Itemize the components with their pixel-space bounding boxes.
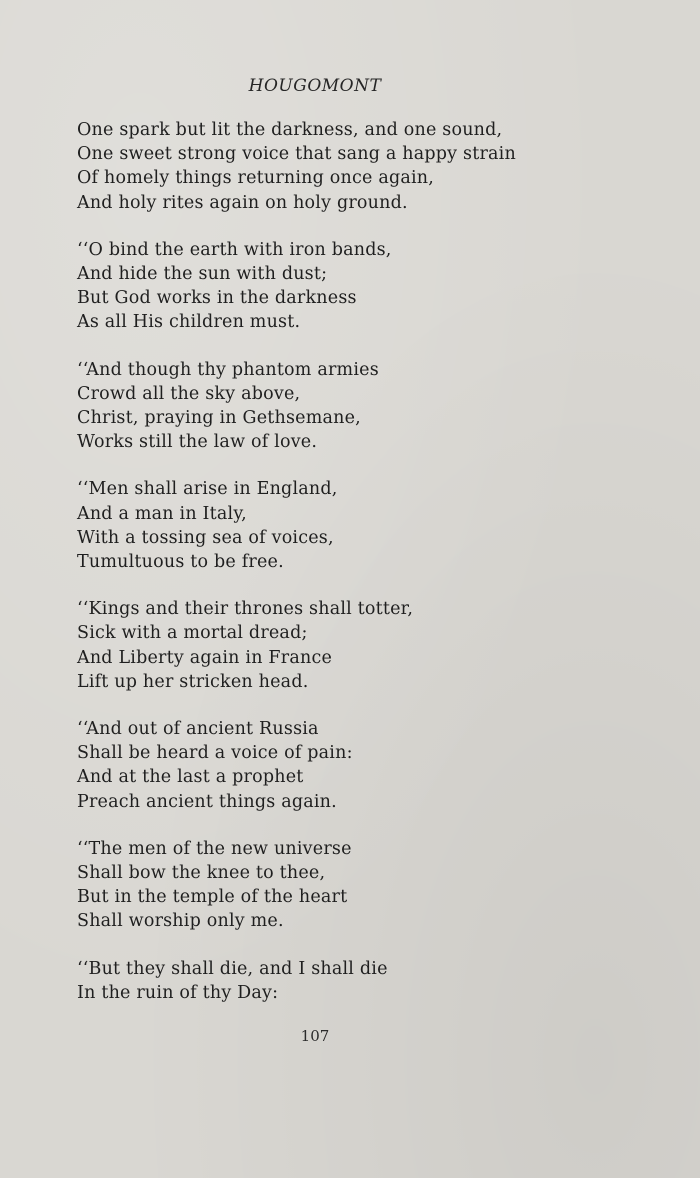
poem-line: ‘‘Men shall arise in England, [77,479,338,500]
poem-line: Christ, praying in Gethsemane, [77,408,361,429]
poem-line: Shall be heard a voice of pain: [77,743,353,764]
poem-line: One sweet strong voice that sang a happy strain [77,144,516,165]
stanza-2 [77,238,637,335]
poem-line: Shall worship only me. [77,911,284,932]
poem-line: But in the temple of the heart [77,887,348,908]
poem-line: Lift up her stricken head. [77,671,309,692]
poem-line: ‘‘And though thy phantom armies [77,359,379,380]
poem-line: But God works in the darkness [77,288,357,309]
stanza-1 [77,118,637,215]
stanza-5 [77,597,637,694]
poem-line: Preach ancient things again. [77,791,337,812]
poem-line: Works still the law of love. [77,432,318,453]
poem-line: And hide the sun with dust; [77,264,328,285]
poem-line: ‘‘Kings and their thrones shall totter, [77,599,414,620]
poem-body [77,118,637,1028]
poem-line: Shall bow the knee to thee, [77,863,326,884]
poem-line: Sick with a mortal dread; [77,623,308,644]
poem-line: And holy rites again on holy ground. [77,192,408,213]
poem-line: ‘‘O bind the earth with iron bands, [77,239,392,260]
poem-line: And at the last a prophet [77,767,304,788]
poem-line: Of homely things returning once again, [77,168,435,189]
poem-line: ‘‘And out of ancient Russia [77,719,319,740]
poem-line: And a man in Italy, [77,503,247,524]
poem-line: Tumultuous to be free. [77,552,284,573]
stanza-7 [77,837,637,934]
poem-line: Crowd all the sky above, [77,383,301,404]
page-number: 107 [300,1027,330,1045]
poem-line: And Liberty again in France [77,647,332,668]
poem-line: In the ruin of thy Day: [77,982,279,1003]
stanza-3 [77,358,637,455]
poem-line: ‘‘But they shall die, and I shall die [77,958,388,979]
stanza-8 [77,957,637,1005]
poem-line: With a tossing sea of voices, [77,527,334,548]
stanza-4 [77,477,637,574]
poem-line: ‘‘The men of the new universe [77,838,352,859]
poem-line: As all His children must. [77,312,301,333]
running-title: HOUGOMONT [248,76,382,96]
poem-line: One spark but lit the darkness, and one sound, [77,120,503,140]
stanza-6 [77,717,637,814]
